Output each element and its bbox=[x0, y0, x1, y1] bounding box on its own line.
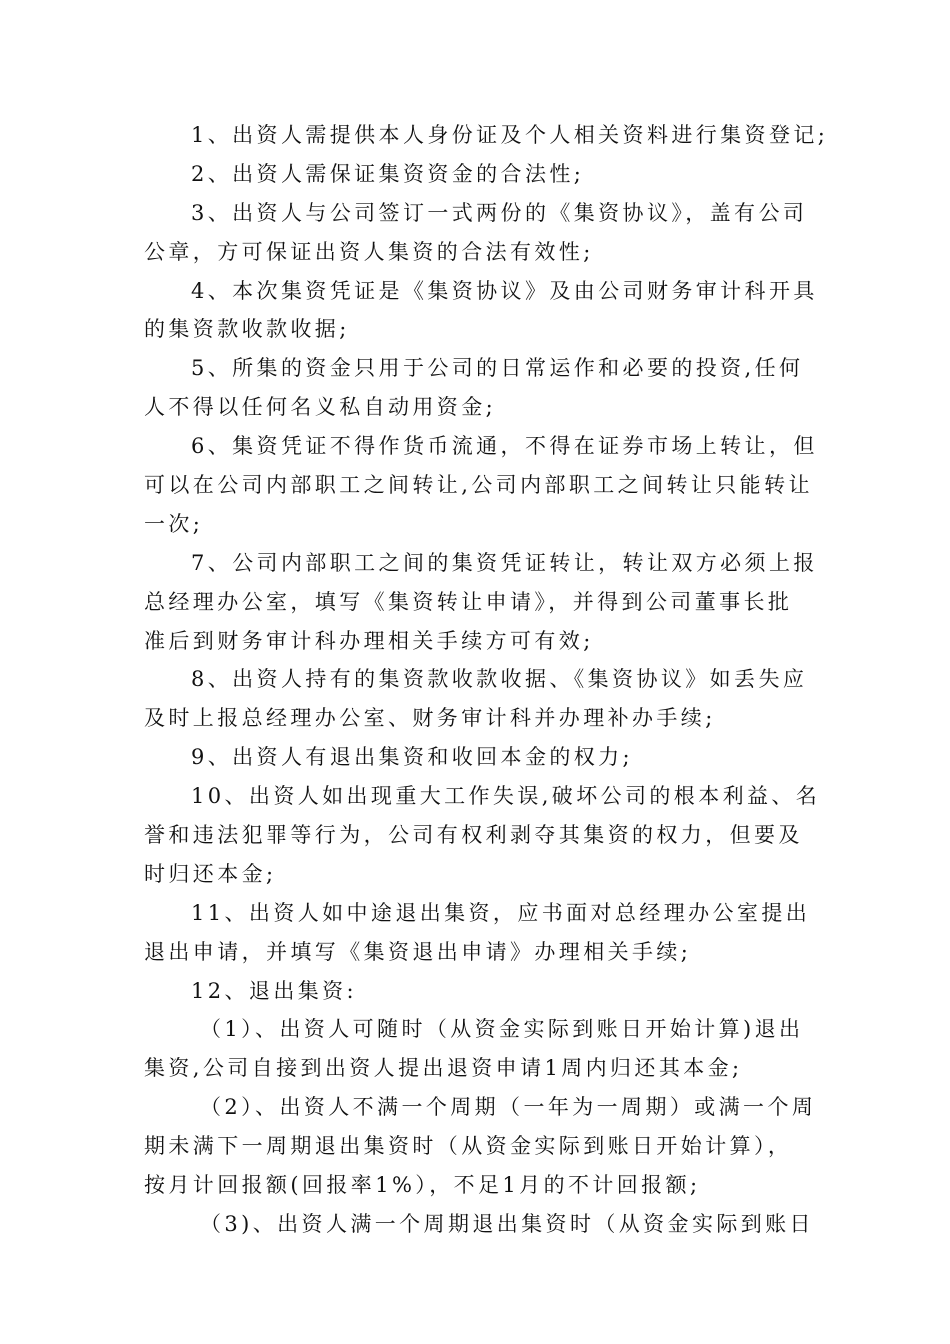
clause-5-line-1: 5、所集的资金只用于公司的日常运作和必要的投资,任何 bbox=[191, 356, 804, 381]
clause-11-line-1: 11、出资人如中途退出集资，应书面对总经理办公室提出 bbox=[191, 900, 811, 925]
clause-6-line-1: 6、集资凭证不得作货币流通，不得在证券市场上转让，但 bbox=[191, 434, 818, 459]
clause-8-line-1: 8、出资人持有的集资款收款收据、《集资协议》如丢失应 bbox=[191, 667, 808, 692]
clause-12-3-line-1: （3)、出资人满一个周期退出集资时（从资金实际到账日 bbox=[200, 1211, 814, 1236]
clause-11-line-2: 退出申请，并填写《集资退出申请》办理相关手续; bbox=[144, 939, 692, 964]
clause-5-line-2: 人不得以任何名义私自动用资金; bbox=[144, 395, 497, 420]
clause-10-line-3: 时归还本金; bbox=[144, 861, 277, 886]
clause-12-2-line-3: 按月计回报额(回报率1%），不足1月的不计回报额; bbox=[144, 1173, 701, 1198]
clause-8-line-2: 及时上报总经理办公室、财务审计科并办理补办手续; bbox=[144, 706, 716, 731]
document-body bbox=[144, 116, 829, 1244]
clause-4-line-2: 的集资款收款收据; bbox=[144, 317, 350, 342]
clause-10-line-2: 誉和违法犯罪等行为，公司有权利剥夺其集资的权力，但要及 bbox=[144, 823, 803, 848]
clause-12-2-line-1: （2）、出资人不满一个周期（一年为一周期）或满一个周 bbox=[200, 1095, 817, 1120]
clause-1-line-1: 1、出资人需提供本人身份证及个人相关资料进行集资登记; bbox=[191, 123, 829, 147]
clause-7-line-1: 7、公司内部职工之间的集资凭证转让，转让双方必须上报 bbox=[191, 550, 818, 575]
clause-7-line-3: 准后到财务审计科办理相关手续方可有效; bbox=[144, 628, 594, 653]
clause-9-line-1: 9、出资人有退出集资和收回本金的权力; bbox=[191, 745, 634, 770]
clause-2-line-1: 2、出资人需保证集资资金的合法性; bbox=[191, 161, 585, 186]
clause-12-1-line-2: 集资,公司自接到出资人提出退资申请1周内归还其本金; bbox=[144, 1056, 743, 1081]
clause-3-line-1: 3、出资人与公司签订一式两份的《集资协议》，盖有公司 bbox=[191, 200, 808, 225]
clause-6-line-3: 一次; bbox=[144, 511, 204, 536]
clause-3-line-2: 公章，方可保证出资人集资的合法有效性; bbox=[144, 239, 594, 264]
clause-12-1-line-1: （1）、出资人可随时（从资金实际到账日开始计算)退出 bbox=[200, 1017, 804, 1042]
clause-10-line-1: 10、出资人如出现重大工作失误,破坏公司的根本利益、名 bbox=[191, 784, 821, 809]
clause-6-line-2: 可以在公司内部职工之间转让,公司内部职工之间转让只能转让 bbox=[144, 473, 813, 498]
clause-12-heading: 12、退出集资: bbox=[191, 978, 357, 1003]
clause-4-line-1: 4、本次集资凭证是《集资协议》及由公司财务审计科开具 bbox=[191, 278, 818, 303]
clause-7-line-2: 总经理办公室，填写《集资转让申请》，并得到公司董事长批 bbox=[144, 589, 793, 614]
clause-12-2-line-2: 期未满下一周期退出集资时（从资金实际到账日开始计算）， bbox=[144, 1134, 793, 1159]
